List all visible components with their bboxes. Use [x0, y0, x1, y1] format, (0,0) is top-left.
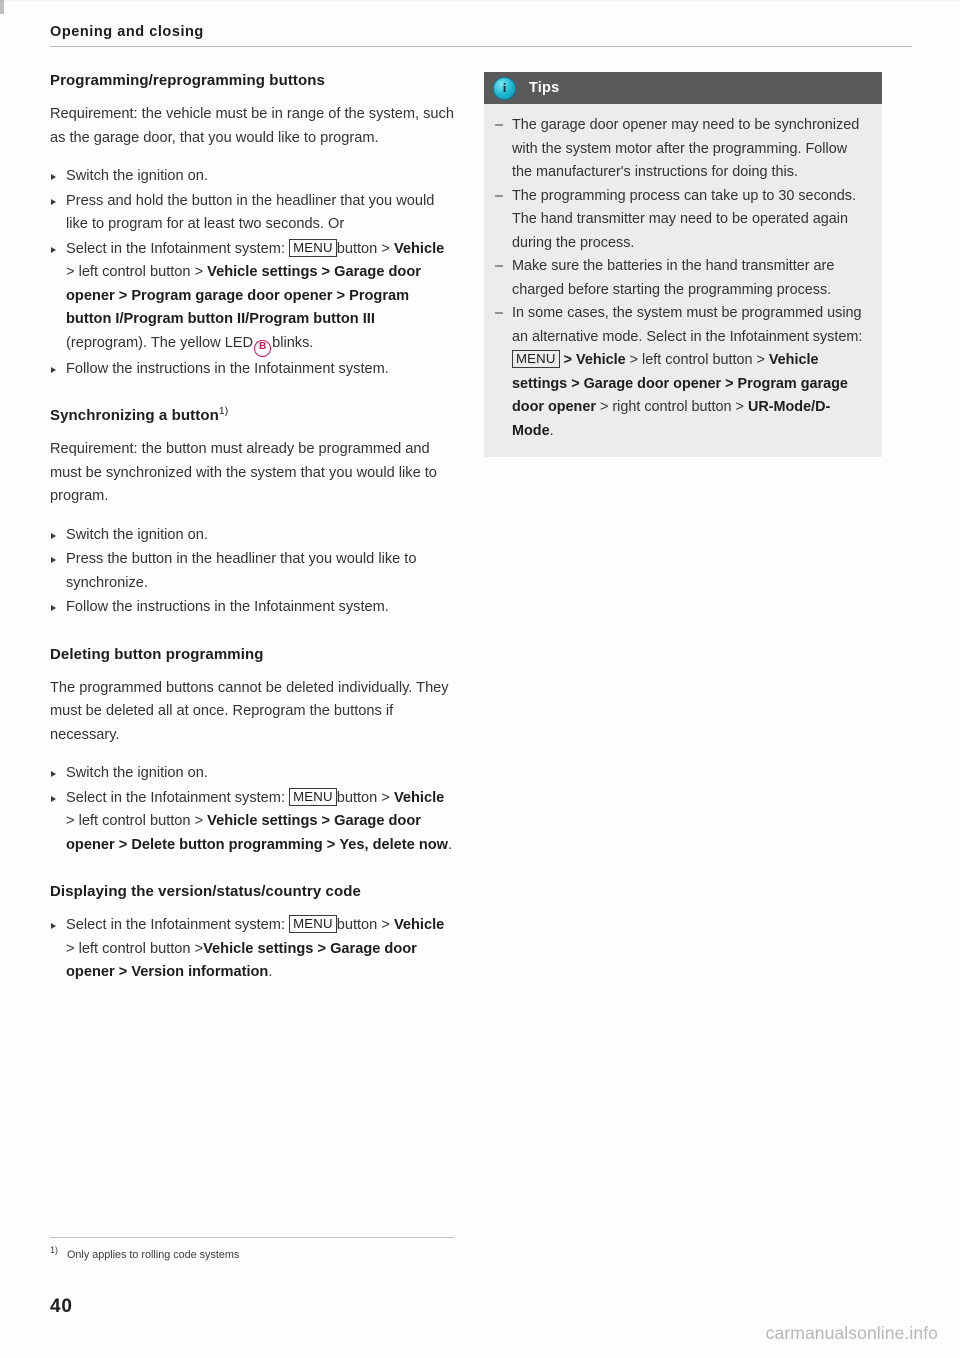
menu-key: MENU — [289, 239, 337, 257]
menu-path-sep: > — [118, 836, 128, 853]
menu-path-garage-door-opener: Garage door opener — [583, 375, 722, 392]
page-number: 40 — [50, 1296, 73, 1317]
menu-path-program-buttons: Program button I/Program button II/Program button III — [66, 287, 410, 327]
menu-path-sep: > — [725, 375, 734, 392]
footnote — [50, 1245, 454, 1263]
menu-path-version-information: Version information — [131, 964, 269, 980]
menu-path-garage-door-opener: Garage door opener — [66, 813, 421, 853]
menu-path-sep: > — [321, 813, 331, 829]
tip-text: In some cases, the system must be programmed using an alternative mode. Select in the Infotainment system: — [512, 305, 863, 345]
footnote-mark: 1) — [50, 1245, 59, 1256]
heading-deleting-button-programming: Deleting button programming — [50, 645, 264, 663]
menu-path-vehicle: Vehicle — [393, 789, 445, 806]
step-text: button > — [336, 789, 390, 806]
menu-path-sep: > — [118, 964, 128, 980]
heading-synchronizing-button — [50, 407, 454, 424]
menu-path-delete-button-programming: Delete button programming — [131, 836, 323, 853]
paragraph-synchronizing-requirement: Requirement: the button must already be programmed and must be synchronized with the system that you would like to program. — [50, 441, 437, 504]
paragraph-deleting-intro: The programmed buttons cannot be deleted individually. They must be deleted all at once. Reprogram the buttons if necessary. — [50, 679, 449, 743]
tip-text: The programming process can take up to 30 seconds. The hand transmitter may need to be operated again during the process. — [512, 187, 856, 251]
menu-path-sep: > — [317, 940, 327, 957]
step-text: Switch the ignition on. — [66, 526, 208, 543]
list-item — [50, 524, 454, 548]
list-item — [495, 302, 868, 443]
list-item — [495, 255, 868, 302]
menu-key: MENU — [289, 788, 337, 806]
heading-displaying-version: Displaying the version/status/country code — [50, 883, 361, 900]
step-text: Follow the instructions in the Infotainment system. — [66, 360, 389, 377]
menu-path-ur-mode-d-mode: UR-Mode/D-Mode — [512, 399, 831, 439]
step-text: > left control button > — [66, 940, 204, 957]
step-text: (reprogram). The yellow LED — [66, 334, 254, 351]
menu-path-program-garage-door-opener: Program garage door opener — [131, 287, 333, 304]
tips-header — [484, 72, 882, 104]
menu-path-garage-door-opener: Garage door opener — [66, 940, 417, 980]
right-column — [484, 72, 882, 457]
step-text: . — [268, 964, 273, 980]
list-item — [50, 165, 454, 189]
scan-edge-left — [0, 0, 4, 14]
menu-key: MENU — [289, 915, 337, 933]
footnote-rule — [50, 1237, 454, 1238]
menu-path-vehicle: Vehicle — [576, 352, 626, 368]
tip-text: . — [549, 422, 554, 439]
list-item — [50, 358, 454, 382]
tip-text: The garage door opener may need to be synchronized with the system motor after the programming. Follow the manufacturer's instructions for doing this. — [512, 117, 860, 180]
steps-programming — [50, 165, 454, 381]
step-text: Press the button in the headliner that you would like to synchronize. — [66, 551, 417, 591]
menu-path-vehicle-settings: Vehicle settings — [512, 352, 819, 392]
step-text: Switch the ignition on. — [66, 168, 208, 184]
footnote-text: Only applies to rolling code systems — [67, 1249, 240, 1261]
tips-callout — [484, 72, 882, 457]
menu-path-vehicle-settings: Vehicle settings — [207, 264, 318, 280]
heading-programming-buttons: Programming/reprogramming buttons — [50, 72, 325, 89]
menu-path-sep: > — [321, 264, 331, 280]
menu-path-vehicle: Vehicle — [393, 917, 445, 933]
tip-text: > left control button > — [629, 352, 765, 368]
list-item — [50, 787, 454, 858]
menu-path-vehicle-settings: Vehicle settings — [207, 813, 318, 829]
tips-body — [484, 104, 882, 457]
tip-text: > right control button > — [599, 399, 744, 415]
list-item — [50, 914, 454, 985]
menu-path-program-garage-door-opener: Program garage door opener — [512, 375, 848, 415]
running-head-title: Opening and closing — [50, 24, 204, 40]
list-item — [50, 548, 454, 595]
menu-path-sep: > — [571, 375, 580, 392]
tip-text: Make sure the batteries in the hand transmitter are charged before starting the programming process. — [512, 258, 835, 298]
menu-path-yes-delete-now: Yes, delete now — [339, 836, 448, 853]
tips-title: Tips — [529, 80, 560, 96]
step-text: button > — [336, 917, 390, 933]
tips-list — [495, 114, 868, 443]
step-text: button > — [336, 240, 390, 257]
list-item — [495, 185, 868, 256]
step-text: Switch the ignition on. — [66, 765, 208, 781]
list-item — [50, 596, 454, 620]
menu-path-vehicle: Vehicle — [393, 240, 445, 257]
menu-path-garage-door-opener: Garage door opener — [66, 264, 421, 304]
step-text: blinks. — [272, 334, 314, 351]
step-text: Select in the Infotainment system: — [66, 917, 286, 933]
menu-path-sep: > — [118, 287, 128, 304]
list-item — [50, 238, 454, 357]
info-icon: i — [493, 77, 516, 100]
step-text: > left control button > — [66, 264, 204, 280]
left-column — [50, 72, 454, 991]
steps-deleting — [50, 762, 454, 857]
step-text: Select in the Infotainment system: — [66, 789, 286, 806]
step-text: . — [448, 836, 453, 853]
menu-path-sep: > — [326, 836, 336, 853]
running-head-rule — [50, 46, 912, 47]
step-text: Press and hold the button in the headliner that you would like to program for at least two seconds. Or — [66, 192, 435, 232]
footnote-reference: 1) — [218, 405, 229, 417]
menu-key: MENU — [512, 350, 560, 368]
running-head — [50, 24, 912, 47]
step-text: > left control button > — [66, 813, 204, 829]
steps-displaying-version — [50, 914, 454, 985]
menu-path-vehicle-settings: Vehicle settings — [203, 940, 314, 957]
paragraph-programming-requirement: Requirement: the vehicle must be in range of the system, such as the garage door, that you would like to program. — [50, 106, 454, 146]
scan-edge-top — [0, 0, 960, 3]
steps-synchronizing — [50, 524, 454, 620]
list-item — [495, 114, 868, 185]
menu-path-sep: > — [336, 287, 346, 304]
step-text: Select in the Infotainment system: — [66, 240, 286, 257]
list-item — [50, 762, 454, 786]
watermark: carmanualsonline.info — [765, 1323, 938, 1343]
led-marker-b-icon: B — [254, 340, 271, 357]
heading-text: Synchronizing a button — [50, 407, 219, 424]
step-text: Follow the instructions in the Infotainment system. — [66, 599, 389, 615]
list-item — [50, 190, 454, 237]
menu-path-sep: > — [563, 352, 573, 368]
